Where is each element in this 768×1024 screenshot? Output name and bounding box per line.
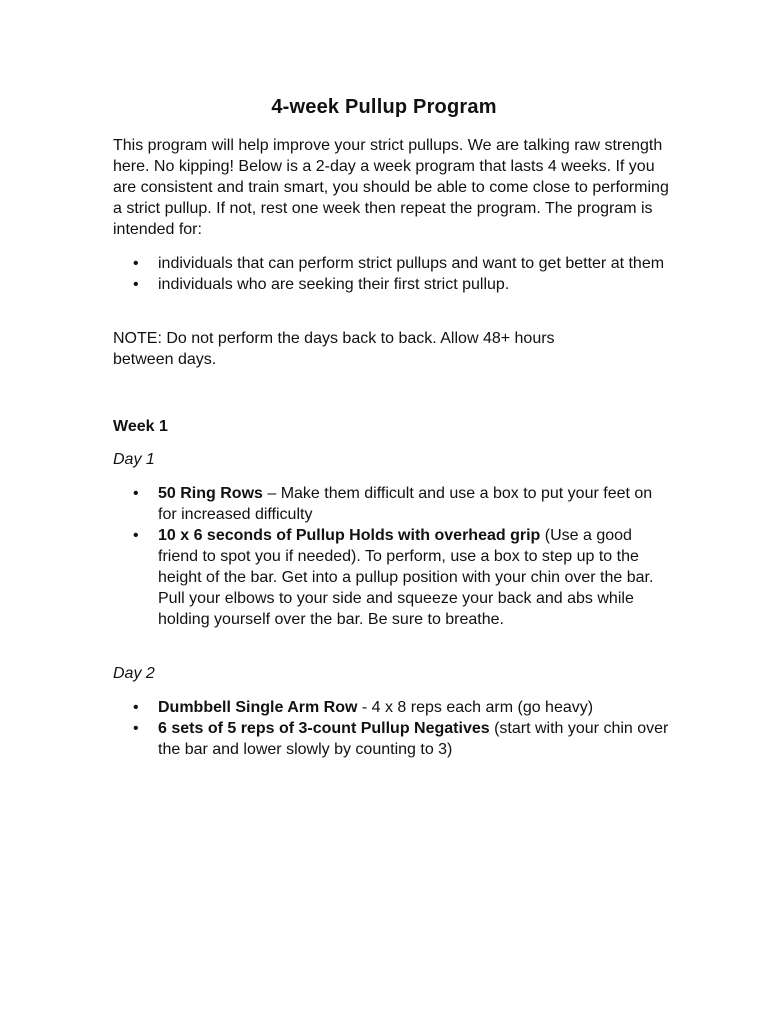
exercise-item	[113, 525, 673, 630]
bullet-icon: •	[133, 720, 139, 737]
exercise-description: - 4 x 8 reps each arm (go heavy)	[357, 699, 594, 716]
list-item-text: individuals that can perform strict pullups and want to get better at them	[158, 255, 665, 272]
bullet-icon: •	[133, 699, 139, 716]
list-item-text: individuals who are seeking their first strict pullup.	[158, 276, 510, 293]
exercise-description: – Make them difficult and use a box to put your feet on for increased difficulty	[158, 485, 653, 523]
bullet-icon: •	[133, 255, 139, 272]
day-2-exercise-list	[113, 697, 673, 760]
audience-list	[113, 253, 673, 295]
exercise-item	[113, 718, 673, 760]
day-2-heading: Day 2	[113, 665, 155, 682]
bullet-icon: •	[133, 485, 139, 502]
day-1-exercise-list	[113, 483, 673, 630]
exercise-description: (Use a good friend to spot you if needed). To perform, use a box to step up to the height of the bar. Get into a pullup position with your chin over the bar. Pull your elbows to your side and squeeze your back and abs while holding yourself over the bar. Be sure to breathe.	[158, 527, 654, 628]
exercise-item	[113, 697, 673, 718]
exercise-name: 10 x 6 seconds of Pullup Holds with overhead grip	[158, 527, 541, 544]
exercise-name: 50 Ring Rows	[158, 485, 263, 502]
exercise-name: Dumbbell Single Arm Row	[158, 699, 358, 716]
exercise-item	[113, 483, 673, 525]
document-title: 4-week Pullup Program	[271, 96, 497, 118]
list-item	[113, 274, 673, 295]
week-1-heading: Week 1	[113, 418, 168, 435]
note-paragraph: NOTE: Do not perform the days back to back. Allow 48+ hours between days.	[113, 330, 555, 368]
bullet-icon: •	[133, 527, 139, 544]
exercise-description: (start with your chin over the bar and lower slowly by counting to 3)	[158, 720, 669, 758]
intro-paragraph: This program will help improve your strict pullups. We are talking raw strength here. No kipping! Below is a 2-day a week program that lasts 4 weeks. If you are consistent and train smart, you should be able to come close to performing a strict pullup. If not, rest one week then repeat the program. The program is intended for:	[113, 137, 669, 238]
day-1-heading: Day 1	[113, 451, 155, 468]
list-item	[113, 253, 673, 274]
exercise-name: 6 sets of 5 reps of 3-count Pullup Negatives	[158, 720, 490, 737]
bullet-icon: •	[133, 276, 139, 293]
